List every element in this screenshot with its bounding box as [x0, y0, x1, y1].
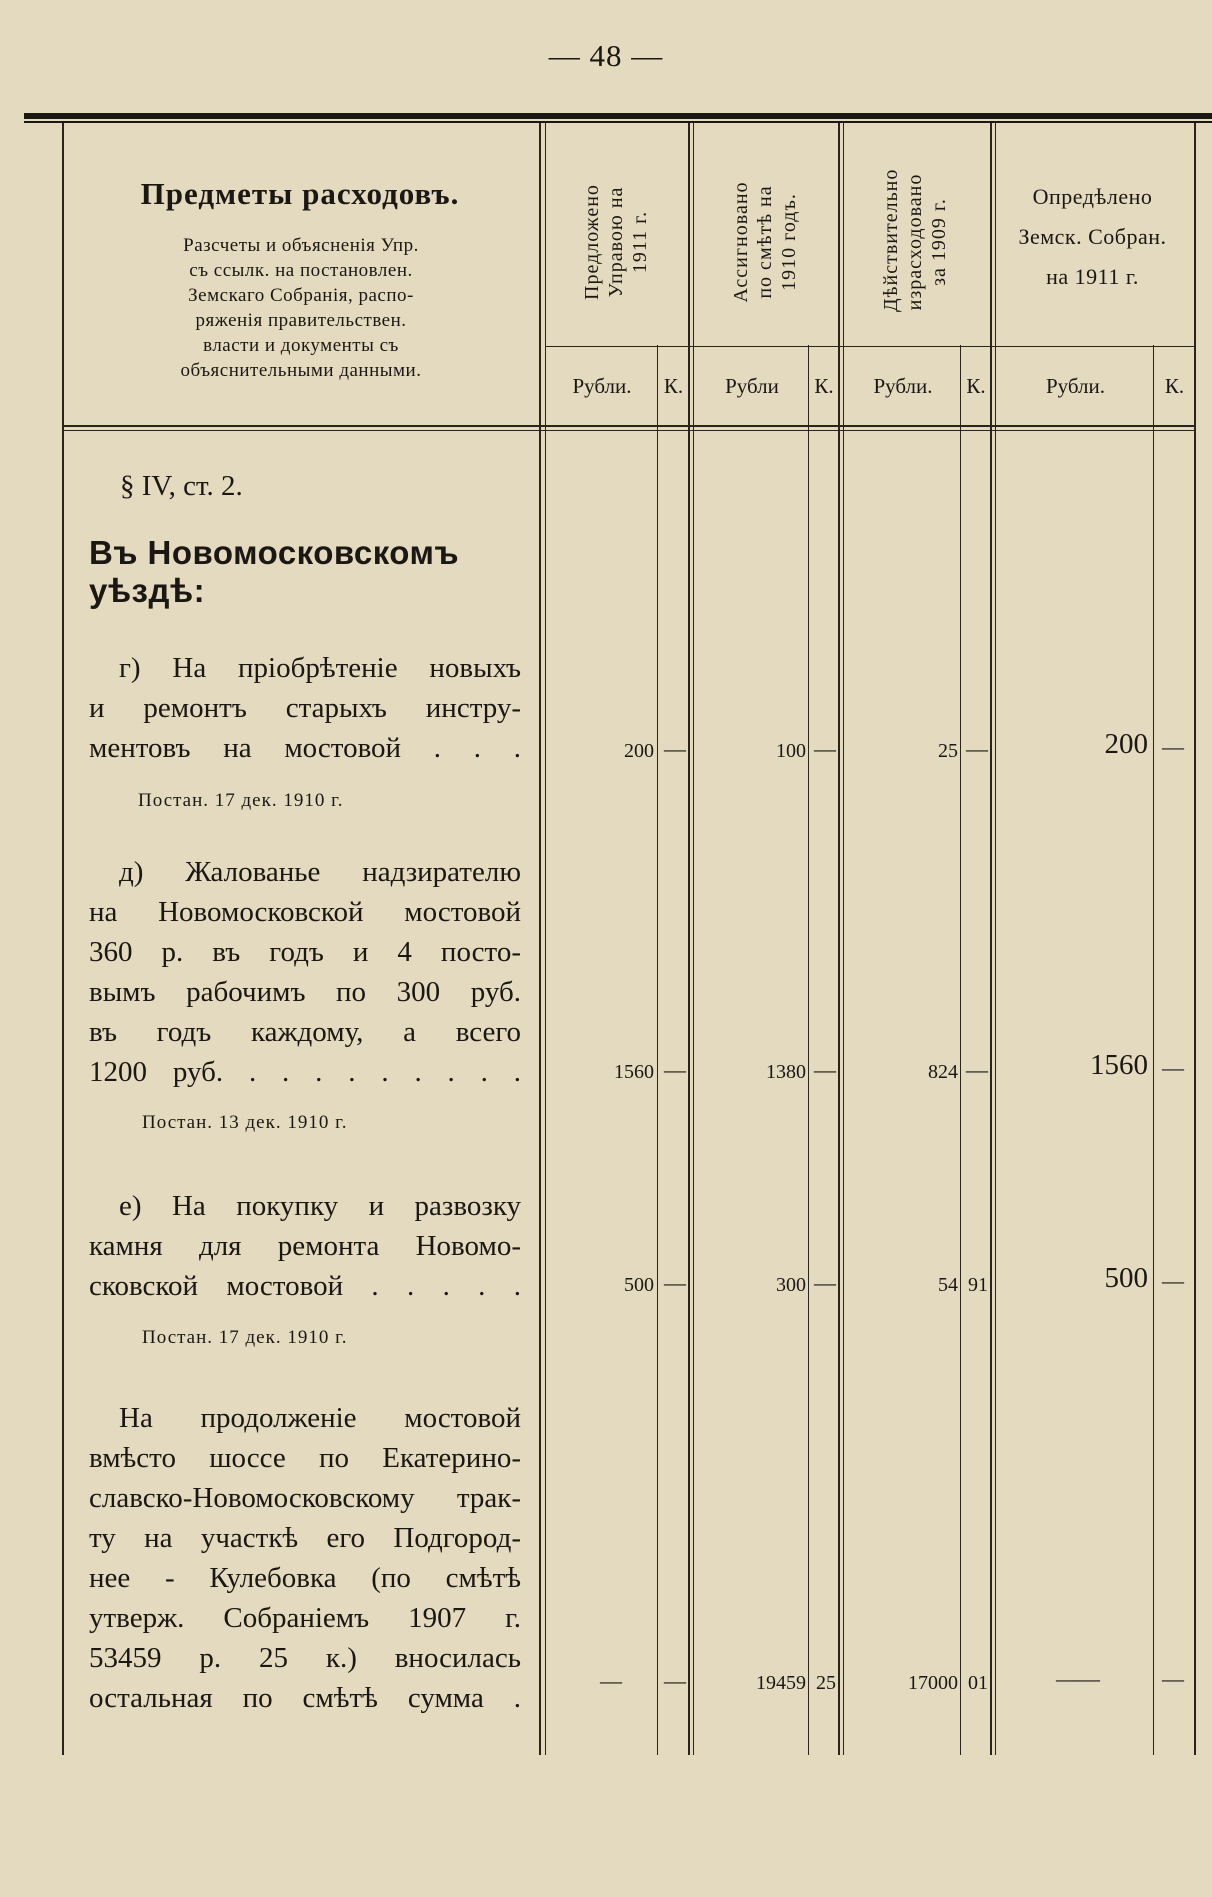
item-line: г) На пріобрѣтеніе новыхъ [119, 652, 521, 684]
col-line-right [1194, 123, 1196, 1755]
item-line: е) На покупку и развозку [119, 1190, 521, 1222]
item-line: утверж. Собраніемъ 1907 г. [89, 1602, 521, 1634]
cell-proposed-rub: 1560 [614, 1061, 654, 1083]
item-line: нее - Кулебовка (по смѣтѣ [89, 1562, 521, 1594]
item-line: въ годъ каждому, а всего [89, 1016, 521, 1048]
cell-proposed-kop: — [664, 736, 686, 761]
cell-approved-rub: 500 [1104, 1262, 1148, 1294]
cell-assigned-kop: — [814, 736, 836, 761]
col-line-c1-right-2 [693, 123, 694, 1755]
col-line-c1-right [688, 123, 690, 1755]
top-rule [24, 113, 1212, 119]
unit-rubles: Рубли. [1045, 374, 1106, 398]
header-col-proposed [541, 172, 691, 312]
col-line-left [62, 123, 64, 1755]
col-line-k2 [808, 345, 809, 1755]
col-line-desc-right-2 [545, 123, 546, 1755]
cell-approved-kop: — [1162, 1055, 1184, 1080]
item-line: На продолженіе мостовой [119, 1402, 521, 1434]
header-col-approved-line: на 1911 г. [1046, 264, 1139, 289]
cell-assigned-rub: 300 [776, 1274, 806, 1296]
col-line-desc-right [539, 123, 541, 1755]
item-line: 360 р. въ годъ и 4 посто- [89, 936, 521, 968]
unit-kopecks: К. [1164, 374, 1185, 398]
cell-approved-rub: 1560 [1090, 1049, 1148, 1081]
header-subtitle [136, 233, 466, 383]
item-description [89, 1186, 521, 1306]
item-line: 53459 р. 25 к.) вносилась [89, 1642, 521, 1674]
section-heading: Въ Новомосковскомъ уѣздѣ: [89, 534, 460, 609]
unit-kopecks: К. [966, 374, 986, 398]
item-line: камня для ремонта Новомо- [89, 1230, 521, 1262]
cell-proposed-kop: — [664, 1668, 686, 1693]
col-line-k3 [960, 345, 961, 1755]
header-subtitle-line: ряженія правительствен. [195, 310, 407, 331]
unit-rubles: Рубли. [873, 374, 933, 398]
cell-assigned-rub: 1380 [766, 1061, 806, 1083]
item-line: 1200 руб. . . . . . . . . . [89, 1056, 521, 1088]
header-subtitle-line: объяснительными данными. [180, 360, 422, 381]
cell-proposed-kop: — [664, 1057, 686, 1082]
cell-spent-rub: 54 [938, 1274, 958, 1296]
item-line: остальная по смѣтѣ сумма . [89, 1682, 521, 1714]
cell-approved-kop: — [1162, 1666, 1184, 1691]
item-line: вымъ рабочимъ по 300 руб. [89, 976, 521, 1008]
col-line-k4 [1153, 345, 1154, 1755]
cell-spent-rub: 17000 [908, 1672, 958, 1694]
item-line: вмѣсто шоссе по Екатерино- [89, 1442, 521, 1474]
unit-rubles: Рубли. [572, 374, 632, 398]
header-col-assigned-label: Ассигновано по смѣтѣ на 1910 годъ. [730, 181, 800, 303]
item-reference: Постан. 17 дек. 1910 г. [138, 790, 344, 811]
cell-proposed-rub: — [600, 1668, 622, 1693]
col-line-c3-right [990, 123, 992, 1755]
cell-spent-rub: 25 [938, 740, 958, 762]
header-subtitle-line: власти и документы съ [203, 335, 399, 356]
col-line-c2-right [838, 123, 840, 1755]
cell-approved-rub: —— [1056, 1666, 1100, 1691]
header-col-spent-label: Дѣйствительно израсходовано за 1909 г. [880, 168, 950, 312]
col-line-c2-right-2 [843, 123, 844, 1755]
cell-proposed-kop: — [664, 1270, 686, 1295]
header-subtitle-line: Земскаго Собранія, распо- [188, 285, 414, 306]
header-subtitle-line: Разсчеты и объясненія Упр. [183, 235, 419, 256]
cell-approved-kop: — [1162, 1268, 1184, 1293]
header-subtitle-line: съ ссылк. на постановлен. [189, 260, 413, 281]
header-col-proposed-label: Предложено Управою на 1911 г. [581, 184, 651, 300]
cell-assigned-rub: 19459 [756, 1672, 806, 1694]
item-line: славско-Новомосковскому трак- [89, 1482, 521, 1514]
item-line: и ремонтъ старыхъ инстру- [89, 692, 521, 724]
cell-assigned-kop: 25 [816, 1672, 836, 1694]
cell-approved-rub: 200 [1104, 728, 1148, 760]
cell-assigned-rub: 100 [776, 740, 806, 762]
header-col-approved-line: Земск. Собран. [1018, 224, 1167, 249]
item-description [89, 648, 521, 768]
cell-spent-kop: — [966, 1057, 988, 1082]
page-number: — 48 — [548, 38, 664, 73]
cell-spent-kop: 01 [968, 1672, 988, 1694]
unit-kopecks: К. [814, 374, 834, 398]
header-col-assigned [690, 172, 840, 312]
cell-spent-kop: — [966, 736, 988, 761]
header-bottom-rule-2 [62, 430, 1195, 431]
cell-spent-kop: 91 [968, 1274, 988, 1296]
col-line-c3-right-2 [995, 123, 996, 1755]
item-line: сковской мостовой . . . . . [89, 1270, 521, 1302]
item-description [89, 852, 521, 1092]
cell-approved-kop: — [1162, 734, 1184, 759]
header-bottom-rule [62, 425, 1195, 427]
item-line: д) Жалованье надзирателю [119, 856, 521, 888]
unit-row-top [545, 346, 1195, 347]
item-line: ту на участкѣ его Подгород- [89, 1522, 521, 1554]
item-line: на Новомосковской мостовой [89, 896, 521, 928]
header-col-spent [840, 168, 990, 312]
top-rule-thin [24, 121, 1212, 123]
unit-rubles: Рубли [725, 374, 779, 398]
unit-kopecks: К. [663, 374, 684, 398]
item-line: ментовъ на мостовой . . . [89, 732, 521, 764]
header-col-approved-line: Опредѣлено [1032, 184, 1153, 209]
item-reference: Постан. 13 дек. 1910 г. [142, 1112, 348, 1133]
header-title: Предметы расходовъ. [140, 176, 460, 211]
col-line-k1 [657, 345, 658, 1755]
item-description [89, 1398, 521, 1718]
item-reference: Постан. 17 дек. 1910 г. [142, 1327, 348, 1348]
cell-assigned-kop: — [814, 1057, 836, 1082]
cell-proposed-rub: 500 [624, 1274, 654, 1296]
cell-proposed-rub: 200 [624, 740, 654, 762]
header-col-approved [990, 177, 1195, 297]
cell-spent-rub: 824 [928, 1061, 958, 1083]
cell-assigned-kop: — [814, 1270, 836, 1295]
section-paragraph: § IV, ст. 2. [120, 470, 243, 502]
